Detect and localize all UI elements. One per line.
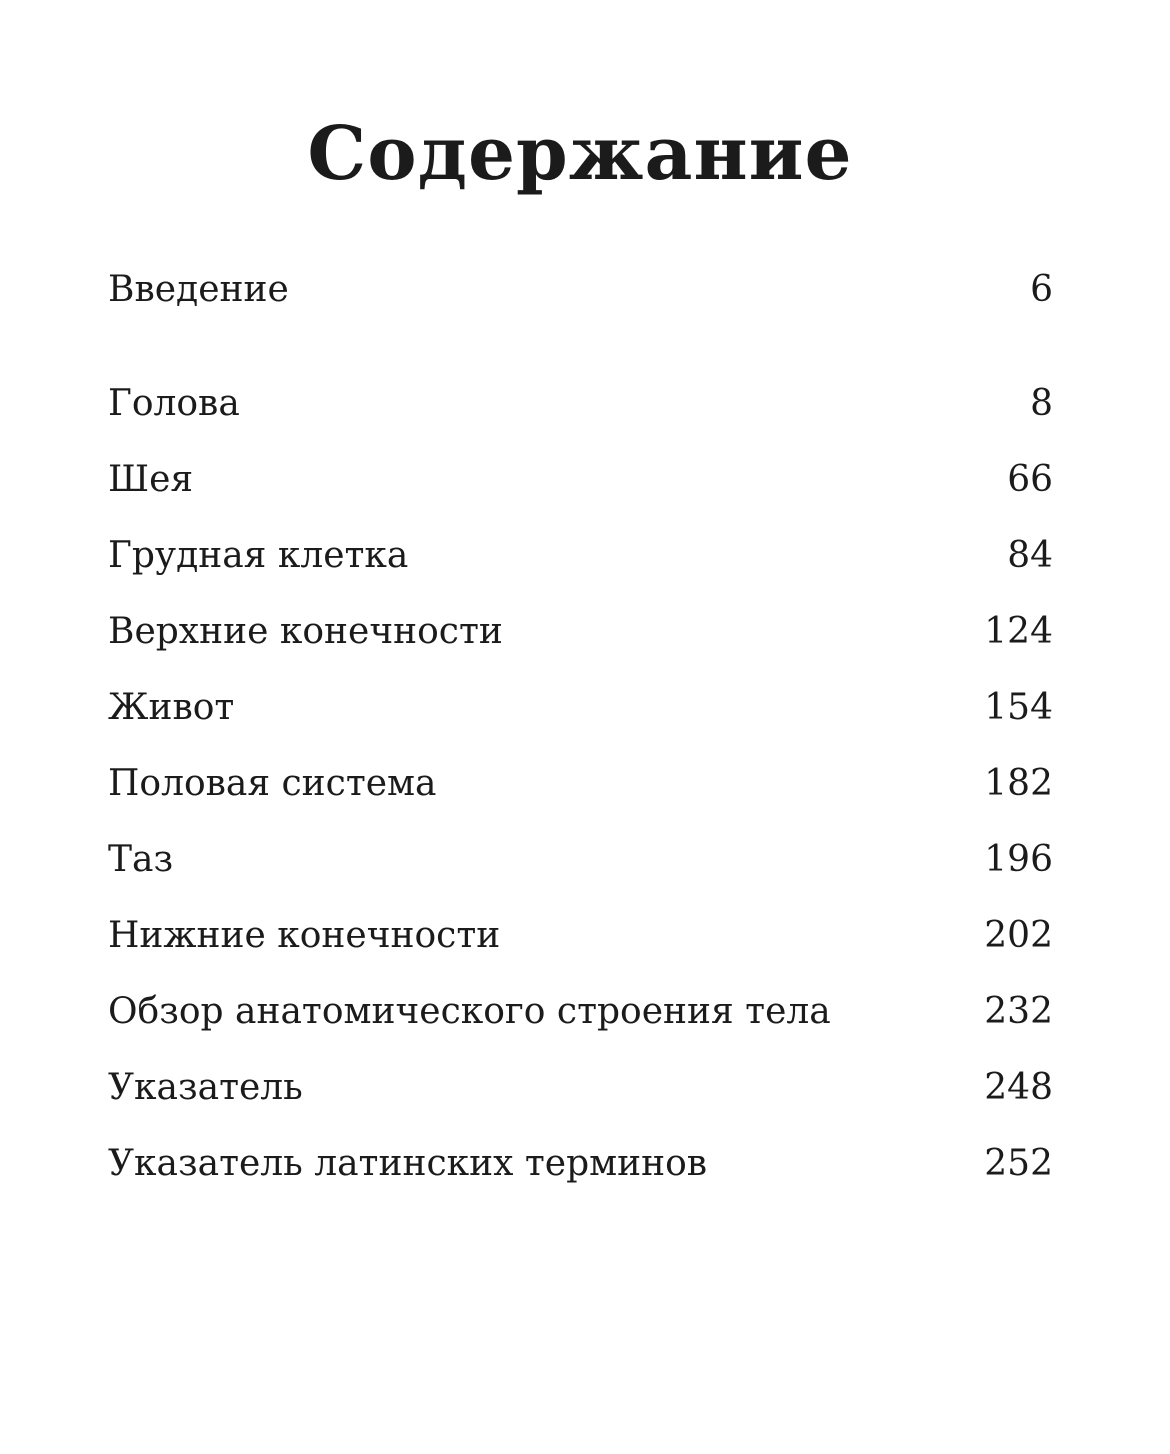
toc-entry-page: 84	[1007, 535, 1053, 576]
toc-entry-page: 248	[984, 1067, 1053, 1108]
toc-entry-label: Обзор анатомического строения тела	[108, 991, 831, 1032]
toc-entry-label: Голова	[108, 383, 240, 424]
toc-entry-label: Указатель латинских терминов	[108, 1143, 708, 1184]
toc-entry-page: 124	[984, 611, 1053, 652]
toc-entry-introduction[interactable]	[108, 262, 1053, 376]
toc-entry-neck[interactable]	[108, 452, 1053, 528]
toc-entry-latin-index[interactable]	[108, 1136, 1053, 1212]
toc-entry-page: 154	[984, 687, 1053, 728]
page-title: Содержание	[307, 111, 853, 197]
toc-entry-page: 182	[984, 763, 1053, 804]
toc-entry-page: 202	[984, 915, 1053, 956]
toc-entry-label: Таз	[108, 839, 174, 880]
toc-entry-label: Шея	[108, 459, 194, 500]
toc-entry-label: Верхние конечности	[108, 611, 503, 652]
toc-entry-body-overview[interactable]	[108, 984, 1053, 1060]
toc-entry-page: 6	[1030, 269, 1053, 310]
toc-entry-thorax[interactable]	[108, 528, 1053, 604]
toc-entry-abdomen[interactable]	[108, 680, 1053, 756]
toc-entry-page: 8	[1030, 383, 1053, 424]
toc-entry-label: Половая система	[108, 763, 437, 804]
toc-entry-page: 196	[984, 839, 1053, 880]
toc-entry-upper-limbs[interactable]	[108, 604, 1053, 680]
toc-entry-reproductive-system[interactable]	[108, 756, 1053, 832]
toc-entry-page: 232	[984, 991, 1053, 1032]
toc-entry-head[interactable]	[108, 376, 1053, 452]
toc-entry-label: Введение	[108, 269, 289, 310]
toc-entry-label: Живот	[108, 687, 235, 728]
toc-entry-lower-limbs[interactable]	[108, 908, 1053, 984]
toc-entry-page: 252	[984, 1143, 1053, 1184]
toc-entry-index[interactable]	[108, 1060, 1053, 1136]
toc-entry-page: 66	[1007, 459, 1053, 500]
toc-entry-label: Нижние конечности	[108, 915, 501, 956]
toc-entry-pelvis[interactable]	[108, 832, 1053, 908]
table-of-contents	[108, 262, 1053, 1212]
toc-entry-label: Грудная клетка	[108, 535, 409, 576]
toc-entry-label: Указатель	[108, 1067, 303, 1108]
